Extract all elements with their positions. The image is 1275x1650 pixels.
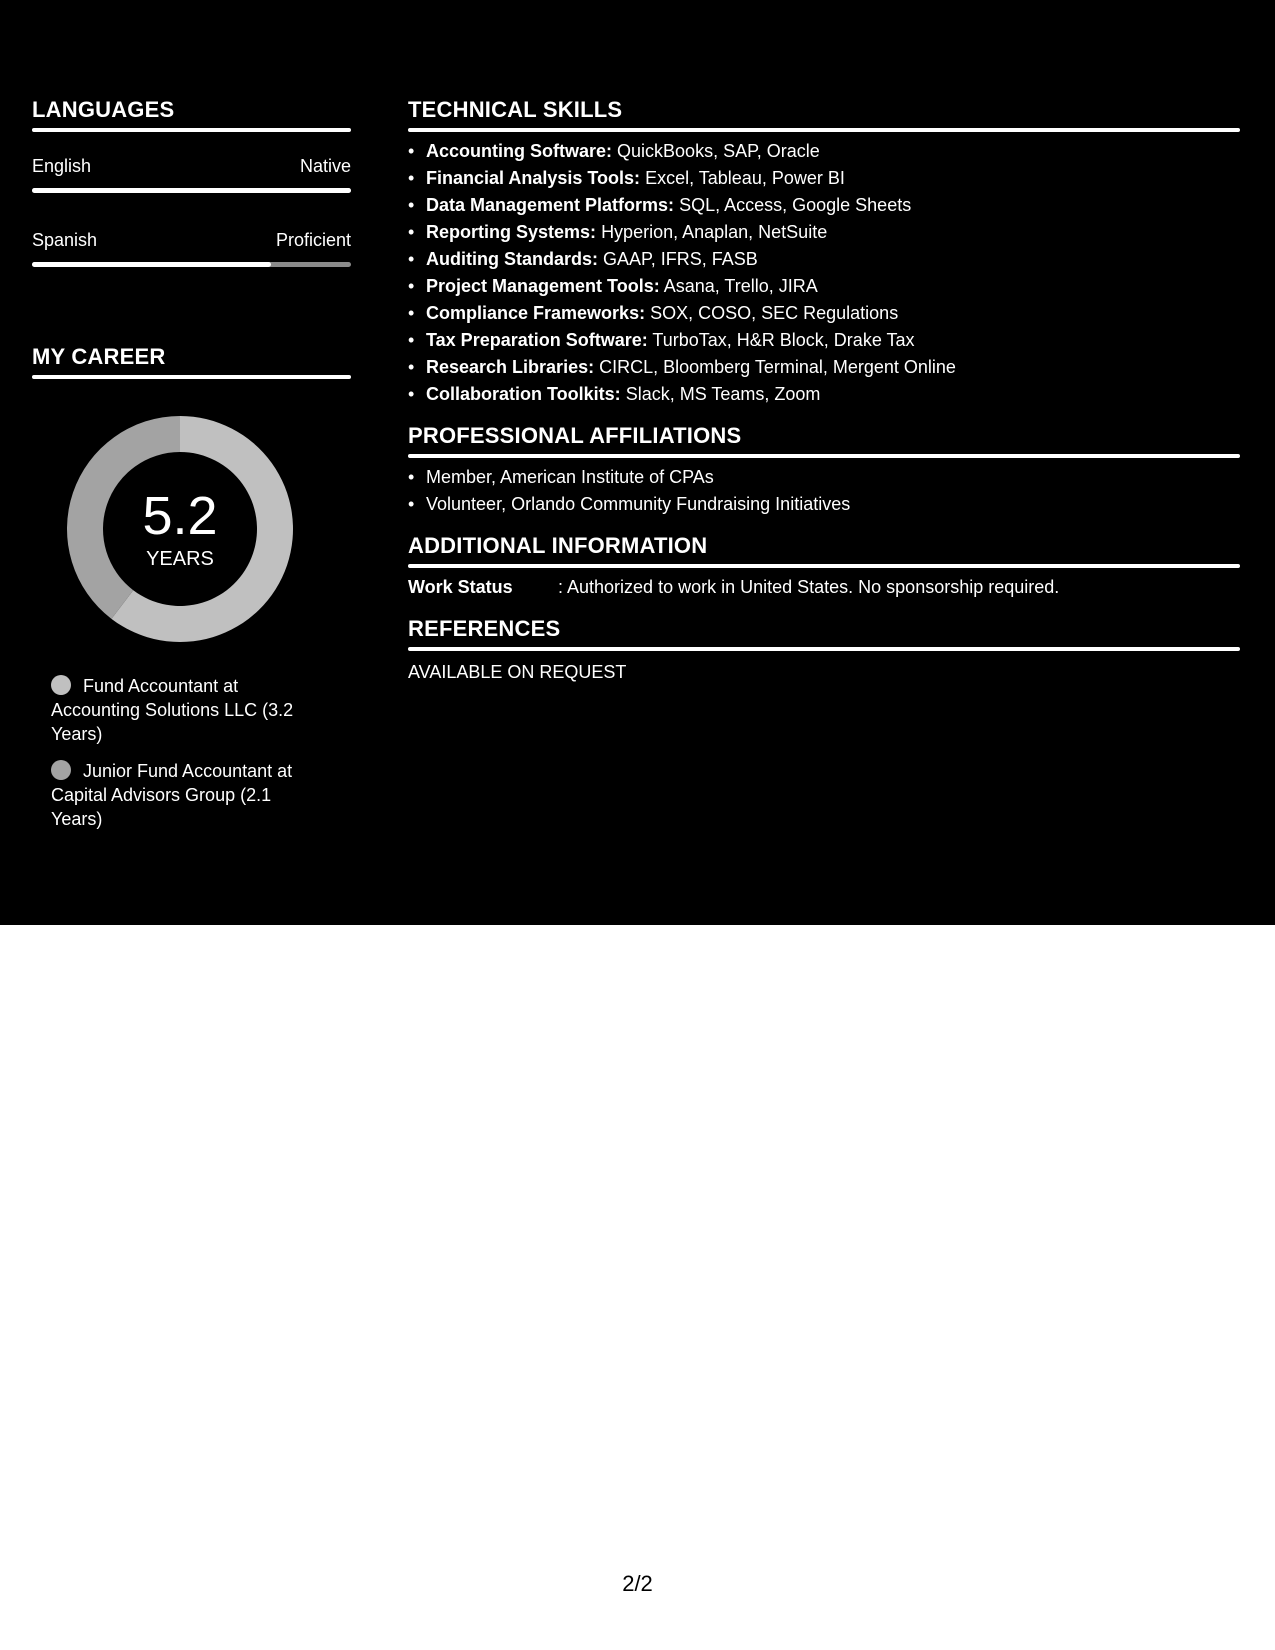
- additional-info-section: [408, 532, 1240, 601]
- technical-skills-rule: [408, 128, 1240, 132]
- legend-label: Fund Accountant at Accounting Solutions LLC (3.2 Years): [51, 676, 294, 744]
- legend-dot-icon: [51, 675, 71, 695]
- skill-label: Reporting Systems:: [426, 222, 597, 242]
- skill-label: Compliance Frameworks:: [426, 303, 646, 323]
- legend-dot-icon: [51, 760, 71, 780]
- skill-item: [408, 300, 1240, 327]
- references-heading: REFERENCES: [408, 616, 561, 641]
- affiliations-list: [408, 464, 1240, 518]
- career-legend: [51, 674, 321, 844]
- skill-value: Excel, Tableau, Power BI: [645, 168, 845, 188]
- skill-label: Collaboration Toolkits:: [426, 384, 621, 404]
- references-rule: [408, 647, 1240, 651]
- skill-item: [408, 354, 1240, 381]
- skill-value: Hyperion, Anaplan, NetSuite: [601, 222, 828, 242]
- affiliations-heading: PROFESSIONAL AFFILIATIONS: [408, 423, 742, 448]
- right-column: [408, 96, 1240, 686]
- language-bar: [32, 262, 351, 267]
- skill-value: TurboTax, H&R Block, Drake Tax: [652, 330, 915, 350]
- career-donut: [67, 416, 293, 642]
- skill-label: Research Libraries:: [426, 357, 595, 377]
- skill-label: Tax Preparation Software:: [426, 330, 648, 350]
- skill-item: [408, 219, 1240, 246]
- legend-item: [51, 674, 321, 746]
- language-bar-fill: [32, 262, 271, 267]
- languages-heading: LANGUAGES: [32, 97, 175, 122]
- language-level: Native: [299, 156, 351, 176]
- references-section: [408, 615, 1240, 686]
- legend-label: Junior Fund Accountant at Capital Advisors Group (2.1 Years): [51, 761, 293, 829]
- skill-label: Financial Analysis Tools:: [426, 168, 641, 188]
- career-total-years: 5.2: [142, 486, 218, 546]
- skill-value: Slack, MS Teams, Zoom: [625, 384, 821, 404]
- languages-rule: [32, 128, 351, 132]
- technical-skills-list: [408, 138, 1240, 408]
- skill-value: SOX, COSO, SEC Regulations: [650, 303, 899, 323]
- legend-item: [51, 759, 321, 831]
- career-heading: MY CAREER: [32, 344, 166, 369]
- skill-item: [408, 192, 1240, 219]
- affiliation-item: • Volunteer, Orlando Community Fundraising Initiatives: [408, 491, 1240, 518]
- language-bar-fill: [32, 188, 351, 193]
- affiliation-item: • Member, American Institute of CPAs: [408, 464, 1240, 491]
- left-column: [32, 96, 351, 829]
- work-status-row: [408, 574, 1240, 601]
- skill-item: [408, 273, 1240, 300]
- skill-value: GAAP, IFRS, FASB: [603, 249, 758, 269]
- career-total-unit: YEARS: [146, 548, 214, 570]
- skill-label: Project Management Tools:: [426, 276, 660, 296]
- language-level: Proficient: [275, 230, 351, 250]
- skill-item: [408, 246, 1240, 273]
- language-bar: [32, 188, 351, 193]
- affiliations-section: [408, 422, 1240, 518]
- additional-info-rule: [408, 564, 1240, 568]
- skill-label: Accounting Software:: [426, 141, 613, 161]
- page-number: 2/2: [622, 1571, 653, 1596]
- skill-value: QuickBooks, SAP, Oracle: [617, 141, 820, 161]
- skill-value: Asana, Trello, JIRA: [663, 276, 818, 296]
- work-status-label: Work Status: [408, 577, 513, 597]
- skill-value: SQL, Access, Google Sheets: [679, 195, 912, 215]
- language-name: English: [32, 156, 92, 176]
- language-english: [32, 154, 351, 193]
- skill-label: Data Management Platforms:: [426, 195, 675, 215]
- additional-info-heading: ADDITIONAL INFORMATION: [408, 533, 708, 558]
- skill-item: [408, 381, 1240, 408]
- technical-skills-heading: TECHNICAL SKILLS: [408, 97, 623, 122]
- skill-item: [408, 138, 1240, 165]
- skill-value: CIRCL, Bloomberg Terminal, Mergent Online: [599, 357, 956, 377]
- language-spanish: [32, 228, 351, 267]
- skill-label: Auditing Standards:: [426, 249, 598, 269]
- work-status-value: : Authorized to work in United States. No sponsorship required.: [558, 577, 1060, 597]
- career-rule: [32, 375, 351, 379]
- skill-item: [408, 327, 1240, 354]
- affiliations-rule: [408, 454, 1240, 458]
- language-name: Spanish: [32, 230, 98, 250]
- skill-item: [408, 165, 1240, 192]
- references-text: AVAILABLE ON REQUEST: [408, 662, 627, 682]
